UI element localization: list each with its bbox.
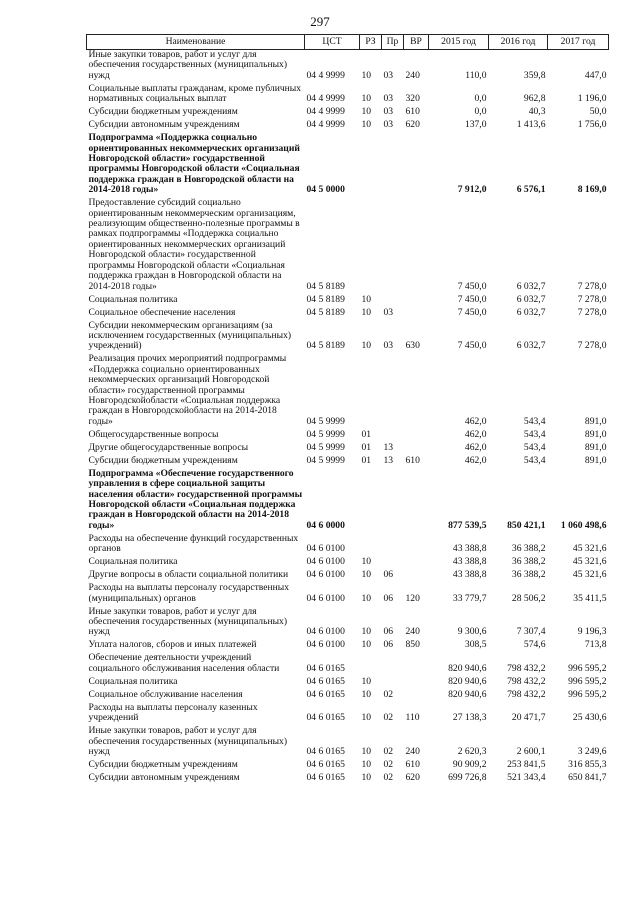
cell-cst: 04 4 9999 xyxy=(306,69,345,81)
cell-rz: 01 xyxy=(361,454,372,466)
cell-2017: 7 278,0 xyxy=(577,306,607,318)
cell-cst: 04 4 9999 xyxy=(306,93,345,105)
cell-vr: 610 xyxy=(405,106,420,118)
cell-2016: 1 413,6 xyxy=(516,119,546,131)
cell-vr: 620 xyxy=(405,772,420,784)
cell-name: Обеспечение деятельности учреждений социального обслуживания населения области xyxy=(88,652,280,674)
cell-pr xyxy=(382,133,404,198)
cell-name: Социальное обслуживание населения xyxy=(88,688,243,700)
cell-2017: 45 321,6 xyxy=(572,556,607,568)
cell-cst: 04 6 0100 xyxy=(306,639,345,651)
table-row xyxy=(87,443,609,456)
cell-2016: 7 307,4 xyxy=(516,626,546,638)
cell-vr xyxy=(404,570,429,583)
cell-pr xyxy=(382,653,404,676)
cell-cst: 04 4 9999 xyxy=(306,106,345,118)
cell-rz: 10 xyxy=(361,639,372,651)
cell-2015: 7 912,0 xyxy=(457,184,487,196)
cell-cst: 04 5 8189 xyxy=(306,280,345,292)
cell-pr: 03 xyxy=(383,106,394,118)
cell-2017: 35 411,5 xyxy=(573,592,607,604)
table-row xyxy=(87,456,609,469)
cell-vr: 610 xyxy=(405,454,420,466)
cell-2015: 0,0 xyxy=(474,93,487,105)
cell-cst: 04 6 0165 xyxy=(306,746,345,758)
cell-rz: 10 xyxy=(361,712,372,724)
cell-2017: 7 278,0 xyxy=(577,340,607,352)
cell-cst: 04 6 0165 xyxy=(306,712,345,724)
cell-vr: 240 xyxy=(405,69,420,81)
cell-vr: 610 xyxy=(405,759,420,771)
cell-name: Иные закупки товаров, работ и услуг для обеспечения государственных (муниципальных) нужд xyxy=(88,605,288,638)
cell-2015: 33 779,7 xyxy=(452,592,487,604)
cell-2017: 996 595,2 xyxy=(568,675,607,687)
cell-2016: 543,4 xyxy=(523,415,546,427)
cell-cst: 04 6 0165 xyxy=(306,759,345,771)
cell-rz: 10 xyxy=(361,306,372,318)
cell-2015: 2 620,3 xyxy=(457,746,487,758)
cell-name: Субсидии бюджетным учреждениям xyxy=(88,106,238,118)
cell-2017: 1 196,0 xyxy=(577,93,607,105)
cell-cst: 04 5 9999 xyxy=(306,428,345,440)
cell-rz: 10 xyxy=(361,69,372,81)
cell-cst: 04 5 8189 xyxy=(306,340,345,352)
cell-2016: 6 032,7 xyxy=(516,306,546,318)
cell-vr: 110 xyxy=(405,712,420,724)
cell-2016: 543,4 xyxy=(523,428,546,440)
table-row xyxy=(87,703,609,726)
table-row xyxy=(87,607,609,641)
cell-rz: 10 xyxy=(361,675,372,687)
cell-2017: 891,0 xyxy=(584,441,607,453)
cell-2015: 7 450,0 xyxy=(457,340,487,352)
cell-name: Иные закупки товаров, работ и услуг для обеспечения государственных (муниципальных) нужд xyxy=(88,725,288,758)
cell-name: Социальная политика xyxy=(88,675,178,687)
cell-2016: 6 576,1 xyxy=(516,184,546,196)
cell-2015: 462,0 xyxy=(464,441,487,453)
page-number: 297 xyxy=(310,14,330,29)
cell-2015: 820 940,6 xyxy=(448,662,487,674)
cell-name: Другие вопросы в области социальной политики xyxy=(88,569,289,581)
cell-cst: 04 6 0000 xyxy=(306,519,345,531)
cell-2017: 50,0 xyxy=(589,106,607,118)
table-row xyxy=(87,726,609,760)
cell-2017: 7 278,0 xyxy=(577,293,607,305)
cell-2016: 20 471,7 xyxy=(511,712,546,724)
cell-2017: 891,0 xyxy=(584,428,607,440)
cell-vr xyxy=(404,308,429,321)
cell-2017: 25 430,6 xyxy=(572,712,607,724)
table-row xyxy=(87,534,609,557)
cell-vr xyxy=(404,653,429,676)
cell-cst: 04 5 9999 xyxy=(306,415,345,427)
cell-pr: 06 xyxy=(383,592,394,604)
cell-2017: 891,0 xyxy=(584,454,607,466)
cell-2015: 699 726,8 xyxy=(448,772,487,784)
cell-2015: 7 450,0 xyxy=(457,293,487,305)
cell-rz: 10 xyxy=(361,106,372,118)
cell-pr: 06 xyxy=(383,626,394,638)
cell-name: Расходы на обеспечение функций государственных органов xyxy=(88,532,299,555)
cell-2016: 6 032,7 xyxy=(516,293,546,305)
cell-2015: 308,5 xyxy=(464,639,487,651)
cell-vr xyxy=(404,557,429,570)
cell-2017: 1 756,0 xyxy=(577,119,607,131)
cell-pr: 02 xyxy=(383,759,394,771)
cell-vr xyxy=(404,295,429,308)
cell-rz: 10 xyxy=(361,772,372,784)
cell-2017: 45 321,6 xyxy=(572,543,607,555)
cell-vr xyxy=(404,534,429,557)
cell-2016: 40,3 xyxy=(528,106,546,118)
table-row xyxy=(87,583,609,606)
cell-name: Субсидии бюджетным учреждениям xyxy=(88,454,238,466)
cell-2017: 650 841,7 xyxy=(568,772,607,784)
cell-pr: 02 xyxy=(383,688,394,700)
cell-2016: 798 432,2 xyxy=(507,662,546,674)
cell-rz: 10 xyxy=(361,569,372,581)
cell-2015: 27 138,3 xyxy=(452,712,487,724)
cell-pr: 13 xyxy=(383,441,394,453)
cell-pr: 13 xyxy=(383,454,394,466)
cell-rz xyxy=(360,469,382,534)
cell-pr: 03 xyxy=(383,93,394,105)
table-header-row xyxy=(87,35,609,50)
cell-pr: 03 xyxy=(383,306,394,318)
table-row xyxy=(87,308,609,321)
table-row xyxy=(87,653,609,676)
table-row xyxy=(87,84,609,107)
cell-2015: 7 450,0 xyxy=(457,280,487,292)
cell-2015: 7 450,0 xyxy=(457,306,487,318)
header-name: Наименование xyxy=(87,35,305,50)
cell-2016: 543,4 xyxy=(523,441,546,453)
cell-rz: 10 xyxy=(361,626,372,638)
table-row xyxy=(87,198,609,294)
cell-2015: 43 388,8 xyxy=(452,556,487,568)
table-row xyxy=(87,321,609,355)
cell-cst: 04 6 0165 xyxy=(306,675,345,687)
cell-pr: 03 xyxy=(383,340,394,352)
cell-vr xyxy=(404,690,429,703)
cell-cst: 04 6 0165 xyxy=(306,662,345,674)
cell-rz xyxy=(360,534,382,557)
header-2017: 2017 год xyxy=(548,35,609,50)
cell-vr xyxy=(404,677,429,690)
cell-name: Расходы на выплаты персоналу государственных (муниципальных) органов xyxy=(88,582,290,604)
cell-name: Уплата налогов, сборов и иных платежей xyxy=(88,639,257,651)
cell-vr xyxy=(404,198,429,294)
cell-cst: 04 6 0100 xyxy=(306,592,345,604)
cell-2016: 962,8 xyxy=(523,93,546,105)
table-row xyxy=(87,133,609,198)
cell-name: Социальная политика xyxy=(88,293,178,305)
cell-name: Социальные выплаты гражданам, кроме публичных нормативных социальных выплат xyxy=(88,82,302,105)
cell-vr xyxy=(404,443,429,456)
cell-pr: 02 xyxy=(383,712,394,724)
cell-2015: 43 388,8 xyxy=(452,543,487,555)
cell-vr: 240 xyxy=(405,746,420,758)
cell-vr xyxy=(404,133,429,198)
cell-2016: 6 032,7 xyxy=(516,340,546,352)
cell-name: Социальная политика xyxy=(88,556,178,568)
table-row xyxy=(87,295,609,308)
budget-table xyxy=(86,34,609,786)
cell-2015: 9 300,6 xyxy=(457,626,487,638)
cell-rz: 01 xyxy=(361,428,372,440)
header-pr: Пр xyxy=(382,35,404,50)
header-2015: 2015 год xyxy=(429,35,489,50)
cell-pr xyxy=(382,295,404,308)
cell-name: Общегосударственные вопросы xyxy=(88,428,219,440)
cell-2017: 316 855,3 xyxy=(568,759,607,771)
cell-pr: 02 xyxy=(383,746,394,758)
cell-2016: 2 600,1 xyxy=(516,746,546,758)
table-row xyxy=(87,430,609,443)
cell-rz xyxy=(360,653,382,676)
cell-rz: 10 xyxy=(361,592,372,604)
cell-2017: 9 196,3 xyxy=(577,626,607,638)
cell-2017: 996 595,2 xyxy=(568,662,607,674)
table-body xyxy=(87,50,609,787)
cell-2015: 462,0 xyxy=(464,415,487,427)
cell-2017: 891,0 xyxy=(584,415,607,427)
cell-rz: 10 xyxy=(361,119,372,131)
cell-name: Предоставление субсидий социально ориентированным некоммерческим организациям, реализующим общественно-полезные программы в рамках подпрограммы «Поддержка социально ориентированных некоммерческих организаций Новгородской области» государственной программы Новгородской области «Социальная поддержка граждан в Новгородской области на 2014-2018 годы» xyxy=(88,197,300,292)
cell-2017: 1 060 498,6 xyxy=(560,519,607,531)
cell-cst: 04 5 0000 xyxy=(306,184,345,196)
cell-name: Другие общегосударственные вопросы xyxy=(88,441,249,453)
cell-2016: 36 388,2 xyxy=(511,569,546,581)
cell-cst: 04 6 0100 xyxy=(306,543,345,555)
cell-2017: 45 321,6 xyxy=(572,569,607,581)
cell-name: Расходы на выплаты персоналу казенных учреждений xyxy=(88,701,258,724)
header-2016: 2016 год xyxy=(489,35,548,50)
cell-2015: 0,0 xyxy=(474,106,487,118)
cell-vr xyxy=(404,354,429,429)
cell-2017: 8 169,0 xyxy=(577,184,607,196)
cell-pr xyxy=(382,677,404,690)
cell-2015: 43 388,8 xyxy=(452,569,487,581)
cell-rz xyxy=(360,133,382,198)
cell-2015: 820 940,6 xyxy=(448,688,487,700)
table-row xyxy=(87,690,609,703)
cell-rz: 10 xyxy=(361,293,372,305)
cell-rz: 10 xyxy=(361,688,372,700)
cell-2017: 3 249,6 xyxy=(577,746,607,758)
cell-pr: 06 xyxy=(383,639,394,651)
cell-cst: 04 6 0100 xyxy=(306,626,345,638)
cell-2017: 447,0 xyxy=(584,69,607,81)
cell-pr xyxy=(382,534,404,557)
cell-cst: 04 6 0165 xyxy=(306,772,345,784)
cell-vr: 850 xyxy=(405,639,420,651)
cell-rz: 10 xyxy=(361,556,372,568)
cell-vr: 240 xyxy=(405,626,420,638)
cell-pr: 03 xyxy=(383,119,394,131)
cell-2016: 6 032,7 xyxy=(516,280,546,292)
cell-vr: 630 xyxy=(405,340,420,352)
cell-name: Субсидии автономным учреждениям xyxy=(88,772,240,784)
cell-2016: 28 506,2 xyxy=(511,592,546,604)
cell-2016: 798 432,2 xyxy=(507,675,546,687)
cell-name: Социальное обеспечение населения xyxy=(88,306,236,318)
cell-2015: 820 940,6 xyxy=(448,675,487,687)
cell-2015: 877 539,5 xyxy=(448,519,487,531)
cell-name: Подпрограмма «Поддержка социально ориентированных некоммерческих организаций Новгородской области» государственной программы Новгородской области «Социальная поддержка граждан в Новгородской области на 2014-2018 годы» xyxy=(88,132,300,196)
table-row xyxy=(87,50,609,84)
table-row xyxy=(87,773,609,786)
table-row xyxy=(87,677,609,690)
cell-pr xyxy=(382,354,404,429)
cell-cst: 04 5 9999 xyxy=(306,441,345,453)
cell-rz: 10 xyxy=(361,340,372,352)
cell-2016: 253 841,5 xyxy=(507,759,546,771)
cell-cst: 04 5 9999 xyxy=(306,454,345,466)
cell-2015: 90 909,2 xyxy=(452,759,487,771)
cell-vr xyxy=(404,469,429,534)
table-row xyxy=(87,354,609,429)
cell-2016: 798 432,2 xyxy=(507,688,546,700)
cell-2016: 574,6 xyxy=(523,639,546,651)
cell-2015: 462,0 xyxy=(464,428,487,440)
cell-2017: 7 278,0 xyxy=(577,280,607,292)
cell-2015: 137,0 xyxy=(464,119,487,131)
cell-name: Субсидии некоммерческим организациям (за исключением государственных (муниципальных) учреждений) xyxy=(88,319,292,352)
cell-2016: 521 343,4 xyxy=(507,772,546,784)
cell-cst: 04 6 0165 xyxy=(306,688,345,700)
cell-rz: 10 xyxy=(361,746,372,758)
table-row xyxy=(87,469,609,534)
cell-2015: 462,0 xyxy=(464,454,487,466)
header-cst: ЦСТ xyxy=(305,35,360,50)
cell-pr: 03 xyxy=(383,69,394,81)
cell-rz: 10 xyxy=(361,759,372,771)
cell-pr xyxy=(382,198,404,294)
cell-cst: 04 5 8189 xyxy=(306,293,345,305)
cell-rz xyxy=(360,198,382,294)
cell-name: Реализация прочих мероприятий подпрограммы «Поддержка социально ориентированных некоммерческих организаций Новгородской области» государственной программы Новгородскойобласти «Социальная поддержка граждан в Новгородскойобласти на 2014-2018 годы» xyxy=(88,353,287,427)
cell-pr: 06 xyxy=(383,569,394,581)
cell-rz: 01 xyxy=(361,441,372,453)
cell-cst: 04 5 8189 xyxy=(306,306,345,318)
header-vr: ВР xyxy=(404,35,429,50)
cell-name: Подпрограмма «Обеспечение государственного управления в сфере социальной защиты населения области» государственной программы Новгородской области «Социальная поддержка граждан в Новгородской области на 2014-2018 годы» xyxy=(88,467,303,531)
cell-2016: 850 421,1 xyxy=(507,519,546,531)
cell-name: Субсидии автономным учреждениям xyxy=(88,119,240,131)
cell-rz xyxy=(360,354,382,429)
cell-cst: 04 4 9999 xyxy=(306,119,345,131)
cell-name: Субсидии бюджетным учреждениям xyxy=(88,759,238,771)
cell-2017: 713,8 xyxy=(584,639,607,651)
cell-cst: 04 6 0100 xyxy=(306,569,345,581)
header-rz: РЗ xyxy=(360,35,382,50)
cell-vr: 320 xyxy=(405,93,420,105)
cell-cst: 04 6 0100 xyxy=(306,556,345,568)
cell-vr xyxy=(404,430,429,443)
cell-rz: 10 xyxy=(361,93,372,105)
cell-2016: 543,4 xyxy=(523,454,546,466)
cell-pr: 02 xyxy=(383,772,394,784)
cell-2016: 359,8 xyxy=(523,69,546,81)
cell-2015: 110,0 xyxy=(465,69,487,81)
cell-pr xyxy=(382,469,404,534)
cell-pr xyxy=(382,430,404,443)
cell-vr: 120 xyxy=(405,592,420,604)
cell-2016: 36 388,2 xyxy=(511,543,546,555)
cell-2016: 36 388,2 xyxy=(511,556,546,568)
cell-vr: 620 xyxy=(405,119,420,131)
cell-2017: 996 595,2 xyxy=(568,688,607,700)
cell-name: Иные закупки товаров, работ и услуг для обеспечения государственных (муниципальных) нужд xyxy=(88,49,288,81)
